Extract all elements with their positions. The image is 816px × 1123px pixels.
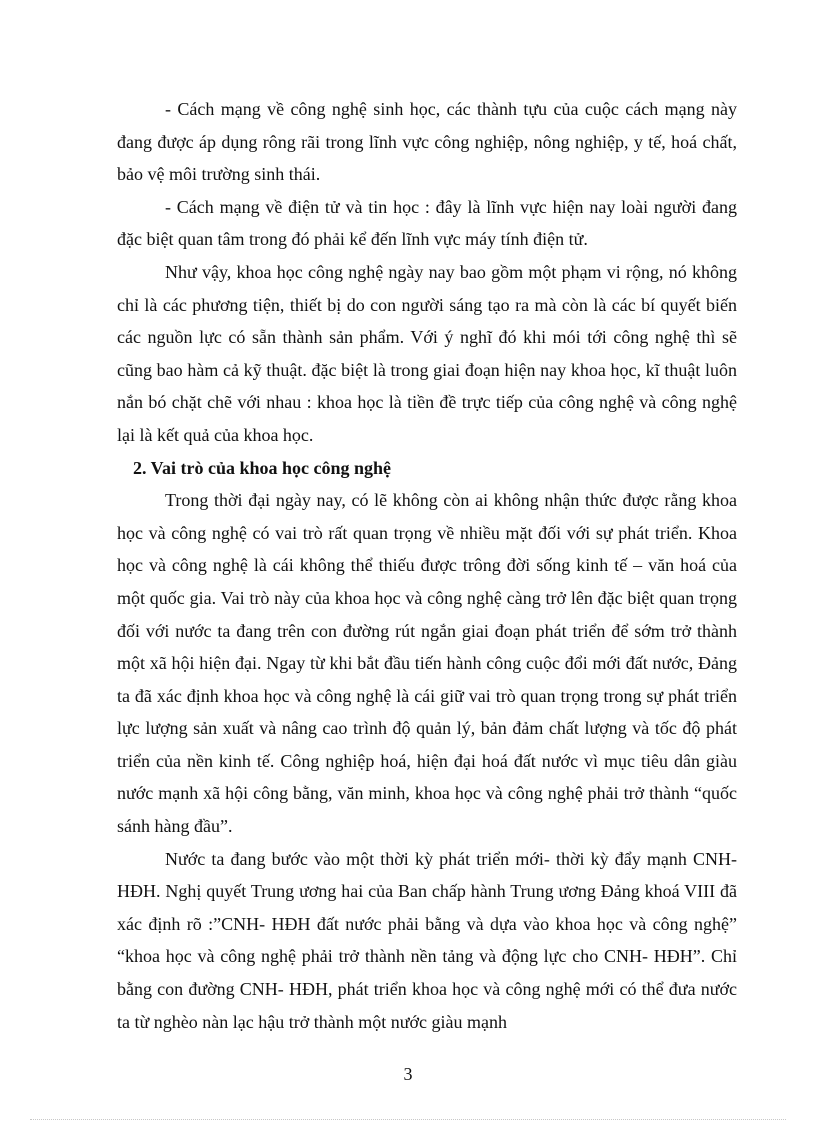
paragraph-electronics-revolution: - Cách mạng về điện tử và tin học : đây là lĩnh vực hiện nay loài người đang đặc biệt quan tâm trong đó phải kể đến lĩnh vực máy tính điện tử.	[117, 196, 737, 250]
paragraph-role-of-science: Trong thời đại ngày nay, có lẽ không còn ai không nhận thức được rằng khoa học và công nghệ có vai trò rất quan trọng về nhiều mặt đối với sự phát triển. Khoa học và công nghệ là cái không thể thiếu được trông đời sống kinh tế – văn hoá của một quốc gia. Vai trò này của khoa học và công nghệ càng trở lên đặc biệt quan trọng đối với nước ta đang trên con đường rút ngắn giai đoạn phát triển để sớm trở thành một xã hội hiện đại. Ngay từ khi bắt đầu tiến hành công cuộc đổi mới đất nước, Đảng ta đã xác định khoa học và công nghệ là cái giữ vai trò quan trọng trong sự phát triển lực lượng sản xuất và nâng cao trình độ quản lý, bản đảm chất lượng và tốc độ phát triển của nền kinh tế. Công nghiệp hoá, hiện đại hoá đất nước vì mục tiêu dân giàu nước mạnh xã hội công bằng, văn minh, khoa học và công nghệ phải trở thành “quốc sánh hàng đầu”.	[117, 490, 737, 837]
paragraph-industrialization: Nước ta đang bước vào một thời kỳ phát triển mới- thời kỳ đẩy mạnh CNH- HĐH. Nghị quyết Trung ương hai của Ban chấp hành Trung ương Đảng khoá VIII đã xác định rõ :”CNH- HĐH đất nước phải bằng và dựa vào khoa học và công nghệ” “khoa học và công nghệ phải trở thành nền tảng và động lực cho CNH- HĐH”. Chỉ bằng con đường CNH- HĐH, phát triển khoa học và công nghệ mới có thể đưa nước ta từ nghèo nàn lạc hậu trở thành một nước giàu mạnh	[117, 848, 737, 1032]
page-number: 3	[403, 1064, 413, 1084]
paragraph-biotech-revolution: - Cách mạng về công nghệ sinh học, các thành tựu của cuộc cách mạng này đang được áp dụng rông rãi trong lĩnh vực công nghiệp, nông nghiệp, y tế, hoá chất, bảo vệ môi trường sinh thái.	[117, 99, 737, 185]
section-heading: 2. Vai trò của khoa học công nghệ	[133, 457, 392, 478]
document-body	[117, 93, 737, 1038]
paragraph-science-technology-scope: Như vậy, khoa học công nghệ ngày nay bao gồm một phạm vi rộng, nó không chỉ là các phương tiện, thiết bị do con người sáng tạo ra mà còn là các bí quyết biến các nguồn lực có sẵn thành sản phẩm. Với ý nghĩ đó khi mói tới công nghệ thì sẽ cũng bao hàm cả kỹ thuật. đặc biệt là trong giai đoạn hiện nay khoa học, kĩ thuật luôn nắn bó chặt chẽ với nhau : khoa học là tiền đề trực tiếp của công nghệ và công nghệ lại là kết quả của khoa học.	[117, 261, 737, 445]
page-bottom-divider	[30, 1119, 786, 1120]
